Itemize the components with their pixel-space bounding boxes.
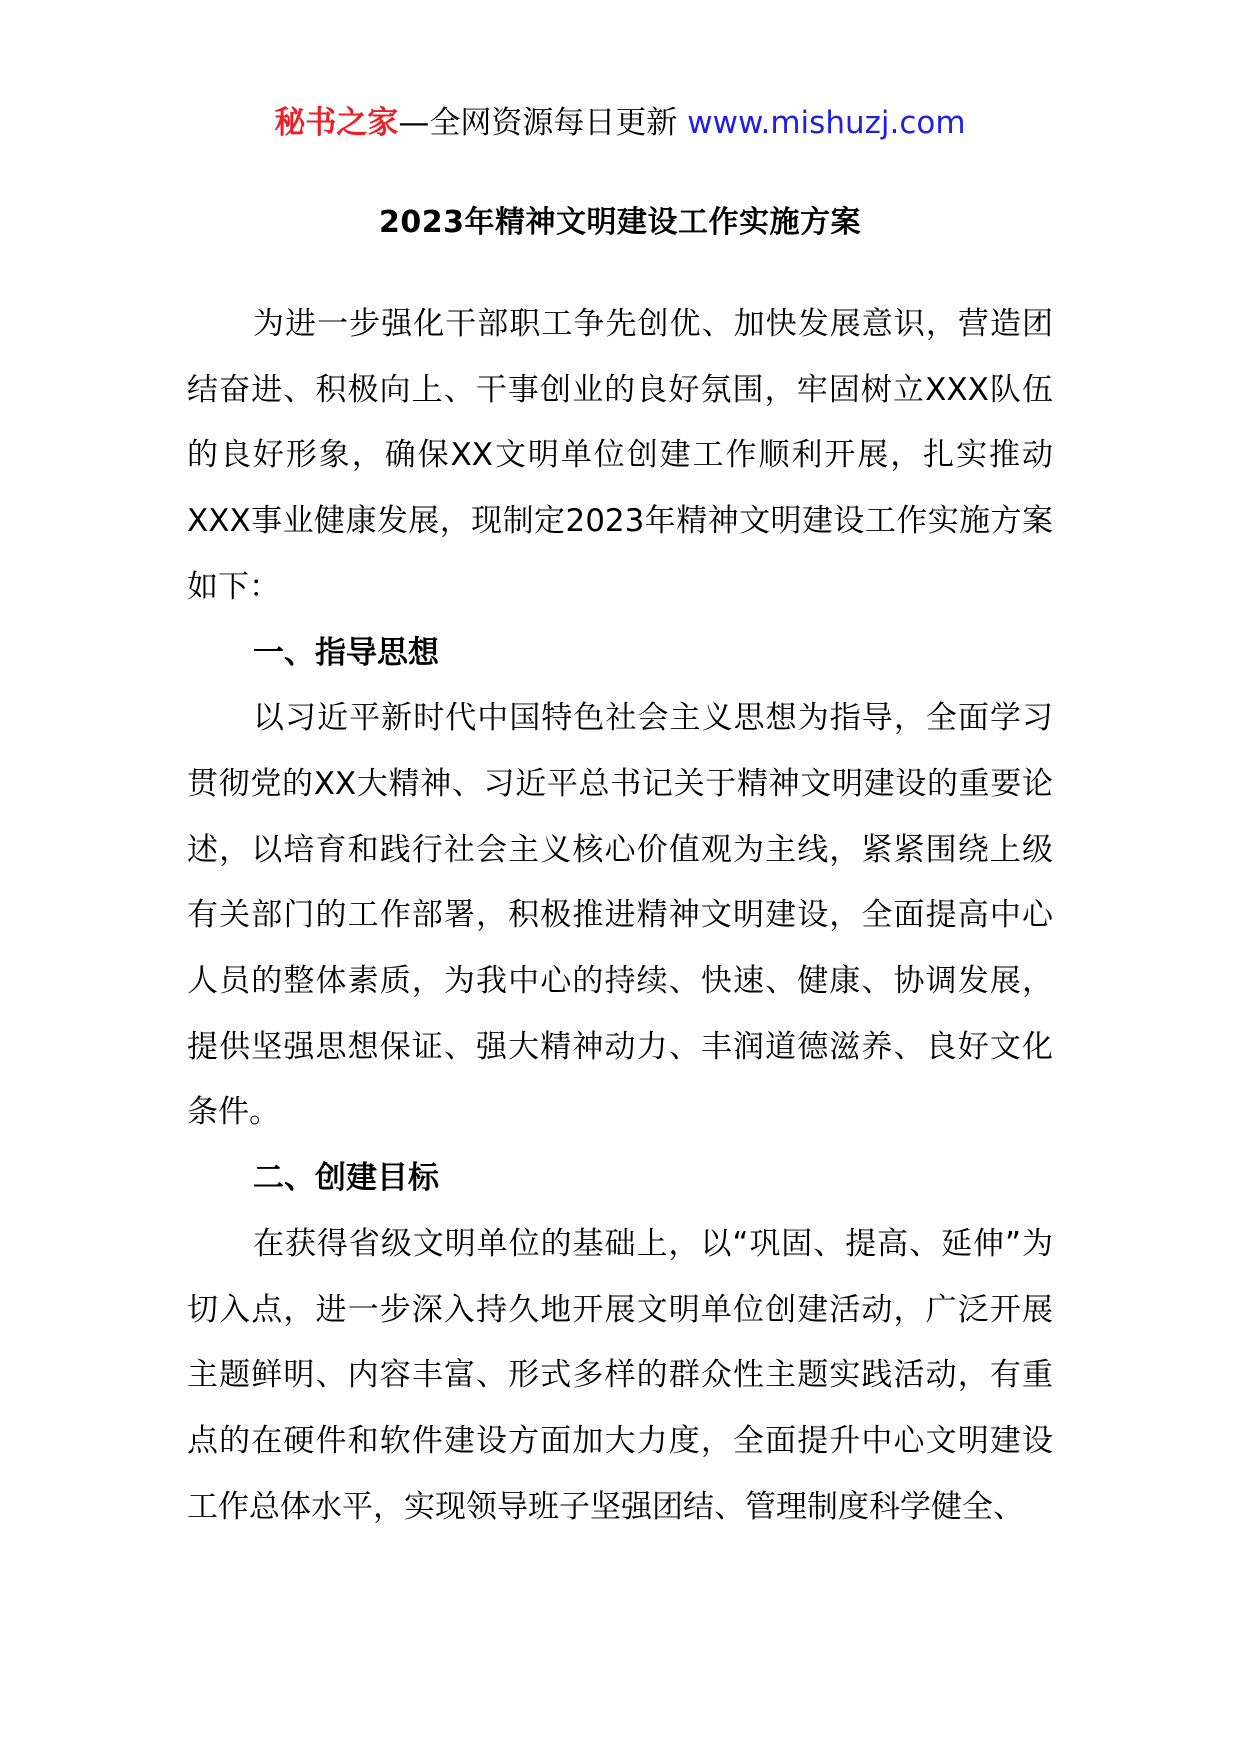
section-heading-guiding-thought: 一、指导思想 (253, 634, 439, 671)
watermark-header (0, 100, 1240, 146)
section-paragraph-goals: 在获得省级文明单位的基础上，以“巩固、提高、延伸”为切入点，进一步深入持久地开展文明单位创建活动，广泛开展主题鲜明、内容丰富、形式多样的群众性主题实践活动，有重点的在硬件和软件建设方面加大力度，全面提升中心文明建设工作总体水平，实现领导班子坚强团结、管理制度科学健全、 (187, 1225, 1053, 1525)
site-url-link[interactable]: www.mishuzj.com (687, 105, 966, 141)
site-brand: 秘书之家 (274, 105, 399, 141)
site-tagline: —全网资源每日更新 (398, 105, 688, 141)
section-paragraph-guiding-thought: 以习近平新时代中国特色社会主义思想为指导，全面学习贯彻党的XX大精神、习近平总书记关于精神文明建设的重要论述，以培育和践行社会主义核心价值观为主线，紧紧围绕上级有关部门的工作部署，积极推进精神文明建设，全面提高中心人员的整体素质，为我中心的持续、快速、健康、协调发展，提供坚强思想保证、强大精神动力、丰润道德滋养、良好文化条件。 (187, 700, 1053, 1131)
document-body (187, 292, 1053, 1540)
document-title: 2023年精神文明建设工作实施方案 (379, 205, 861, 240)
intro-paragraph: 为进一步强化干部职工争先创优、加快发展意识，营造团结奋进、积极向上、干事创业的良好氛围，牢固树立XXX队伍的良好形象，确保XX文明单位创建工作顺利开展，扎实推动XXX事业健康发展，现制定2023年精神文明建设工作实施方案如下： (187, 306, 1053, 605)
section-heading-goals: 二、创建目标 (253, 1160, 439, 1197)
